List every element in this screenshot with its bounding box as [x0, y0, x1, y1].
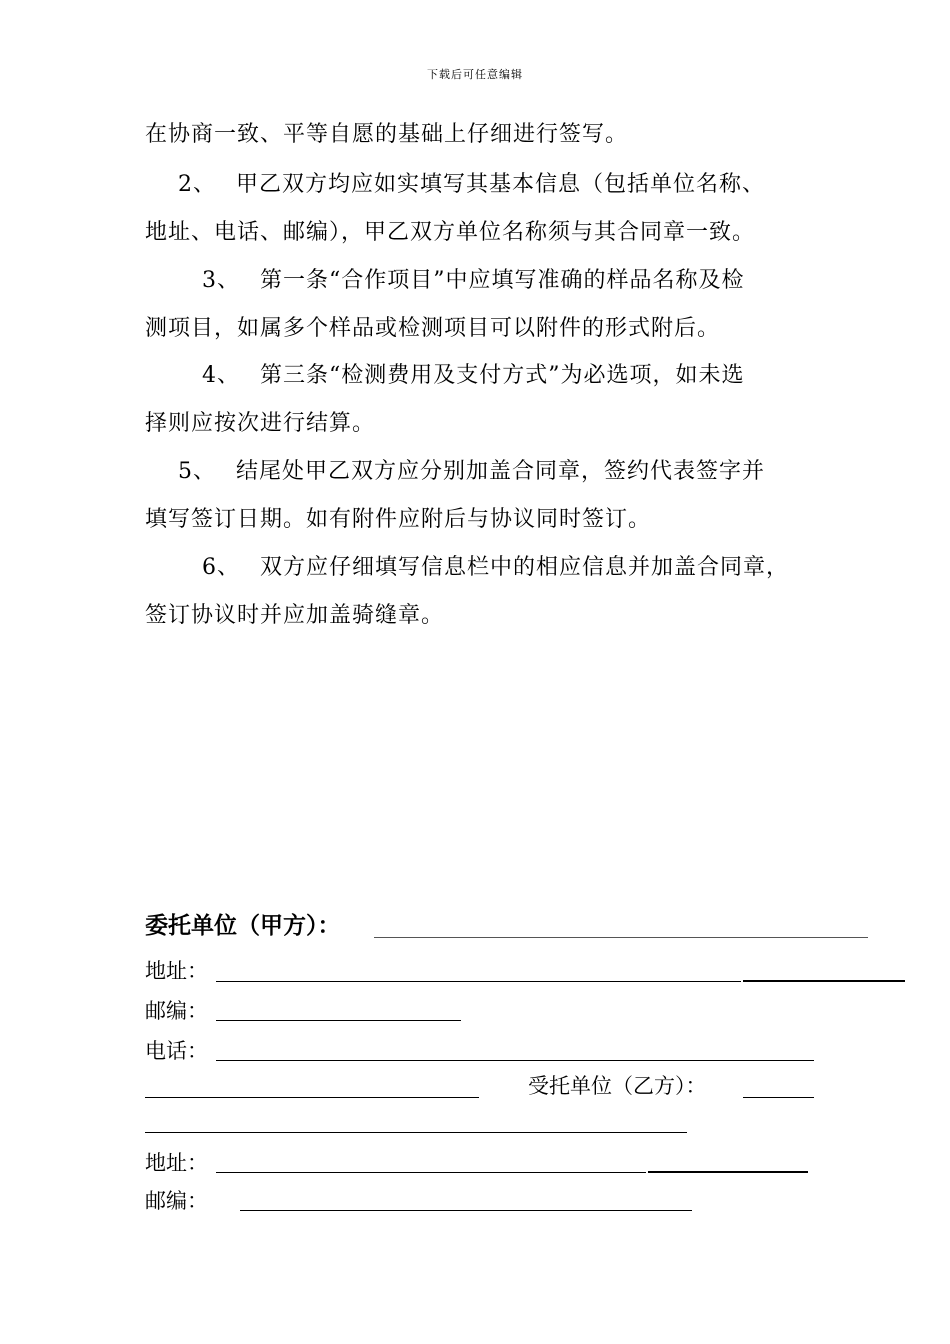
paragraph-line-6: 4、 第三条“检测费用及支付方式”为必选项，如未选	[202, 363, 745, 388]
address-field[interactable]	[216, 981, 741, 982]
address-label: 地址：	[145, 959, 208, 983]
watermark-header: 下载后可任意编辑	[427, 68, 523, 81]
paragraph-line-2: 2、 甲乙双方均应如实填写其基本信息（包括单位名称、	[178, 172, 765, 197]
postcode-b-label: 邮编：	[145, 1189, 208, 1213]
party-b-field[interactable]	[743, 1097, 814, 1098]
address-b-field[interactable]	[216, 1172, 646, 1173]
party-a-label: 委托单位（甲方）：	[145, 912, 341, 939]
postcode-b-field[interactable]	[240, 1210, 692, 1211]
postcode-label: 邮编：	[145, 999, 208, 1023]
phone-field-continuation[interactable]	[145, 1097, 479, 1098]
paragraph-line-4: 3、 第一条“合作项目”中应填写准确的样品名称及检	[202, 268, 745, 293]
paragraph-line-9: 填写签订日期。如有附件应附后与协议同时签订。	[145, 507, 652, 532]
paragraph-line-7: 择则应按次进行结算。	[145, 411, 376, 436]
postcode-field[interactable]	[216, 1020, 461, 1021]
phone-field[interactable]	[216, 1060, 814, 1061]
party-b-label: 受托单位（乙方）：	[528, 1074, 707, 1098]
paragraph-line-3: 地址、电话、邮编），甲乙双方单位名称须与其合同章一致。	[145, 220, 756, 245]
phone-label: 电话：	[145, 1039, 208, 1063]
party-a-field[interactable]	[374, 937, 868, 938]
paragraph-line-8: 5、 结尾处甲乙双方应分别加盖合同章，签约代表签字并	[178, 459, 765, 484]
paragraph-line-1: 在协商一致、平等自愿的基础上仔细进行签写。	[145, 122, 629, 147]
paragraph-line-5: 测项目，如属多个样品或检测项目可以附件的形式附后。	[145, 316, 721, 341]
address-b-field-extension[interactable]	[648, 1171, 808, 1173]
paragraph-line-11: 签订协议时并应加盖骑缝章。	[145, 603, 445, 628]
paragraph-line-10: 6、 双方应仔细填写信息栏中的相应信息并加盖合同章，	[202, 555, 789, 580]
address-b-label: 地址：	[145, 1151, 208, 1175]
address-field-extension[interactable]	[743, 980, 905, 982]
party-b-field-continuation[interactable]	[145, 1132, 687, 1133]
